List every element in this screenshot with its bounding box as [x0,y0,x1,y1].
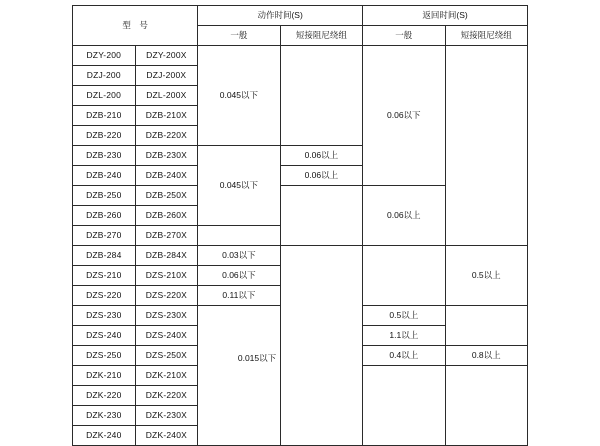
cell-model2: DZS-210X [135,266,198,286]
cell-model2: DZS-220X [135,286,198,306]
cell-return-damped: 0.5以上 [445,246,527,306]
cell-action-general [198,306,280,446]
cell-action-general: 0.11以下 [198,286,280,306]
cell-model2: DZB-210X [135,106,198,126]
table-header-row-groups [73,6,528,26]
cell-action-general: 0.045以下 [198,146,280,226]
cell-action-general: 0.06以下 [198,266,280,286]
header-action-damped: 短接阻尼绕组 [280,26,362,46]
cell-return-general [363,246,445,306]
cell-model1: DZB-260 [73,206,136,226]
cell-model1: DZS-250 [73,346,136,366]
cell-model2: DZS-240X [135,326,198,346]
cell-model1: DZJ-200 [73,66,136,86]
cell-action-damped [280,186,362,246]
cell-model2: DZJ-200X [135,66,198,86]
header-action-general: 一般 [198,26,280,46]
cell-model2: DZB-260X [135,206,198,226]
cell-return-damped: 0.8以上 [445,346,527,366]
table-row [73,46,528,66]
cell-action-damped [280,46,362,146]
cell-model1: DZK-240 [73,426,136,446]
cell-model1: DZS-240 [73,326,136,346]
cell-model1: DZB-270 [73,226,136,246]
cell-model1: DZB-210 [73,106,136,126]
cell-return-general: 0.5以上 [363,306,445,326]
cell-model1: DZS-220 [73,286,136,306]
cell-model1: DZB-220 [73,126,136,146]
cell-model1: DZK-220 [73,386,136,406]
cell-model1: DZK-230 [73,406,136,426]
cell-model1: DZB-230 [73,146,136,166]
cell-action-general-dzk: 0.015以下 [237,353,277,363]
cell-return-general: 1.1以上 [363,326,445,346]
header-action-time: 动作时间(S) [198,6,363,26]
cell-model2: DZK-230X [135,406,198,426]
header-model: 型 号 [73,6,198,46]
cell-model1: DZB-284 [73,246,136,266]
header-return-time: 返回时间(S) [363,6,528,26]
cell-model2: DZS-230X [135,306,198,326]
cell-return-general: 0.06以下 [363,46,445,186]
cell-model1: DZL-200 [73,86,136,106]
cell-action-general: 0.03以下 [198,246,280,266]
cell-model1: DZK-210 [73,366,136,386]
cell-model1: DZS-210 [73,266,136,286]
cell-model2: DZB-270X [135,226,198,246]
cell-model2: DZK-240X [135,426,198,446]
table-row [73,246,528,266]
header-return-general: 一般 [363,26,445,46]
cell-return-damped [445,366,527,446]
cell-model2: DZB-250X [135,186,198,206]
cell-model2: DZK-220X [135,386,198,406]
relay-timing-table [72,5,528,446]
cell-action-general: 0.045以下 [198,46,280,146]
cell-action-damped [280,246,362,446]
cell-model1: DZB-250 [73,186,136,206]
header-return-damped: 短接阻尼绕组 [445,26,527,46]
cell-model2: DZK-210X [135,366,198,386]
cell-action-damped: 0.06以上 [280,166,362,186]
cell-model1: DZS-230 [73,306,136,326]
cell-model1: DZB-240 [73,166,136,186]
cell-return-general: 0.4以上 [363,346,445,366]
cell-model2: DZB-284X [135,246,198,266]
cell-model2: DZS-250X [135,346,198,366]
cell-model1: DZY-200 [73,46,136,66]
cell-model2: DZB-240X [135,166,198,186]
cell-return-general: 0.06以上 [363,186,445,246]
cell-action-damped: 0.06以上 [280,146,362,166]
cell-model2: DZY-200X [135,46,198,66]
cell-return-damped [445,306,527,346]
cell-model2: DZB-220X [135,126,198,146]
cell-model2: DZL-200X [135,86,198,106]
cell-model2: DZB-230X [135,146,198,166]
cell-return-damped [445,46,527,246]
cell-return-general [363,366,445,446]
